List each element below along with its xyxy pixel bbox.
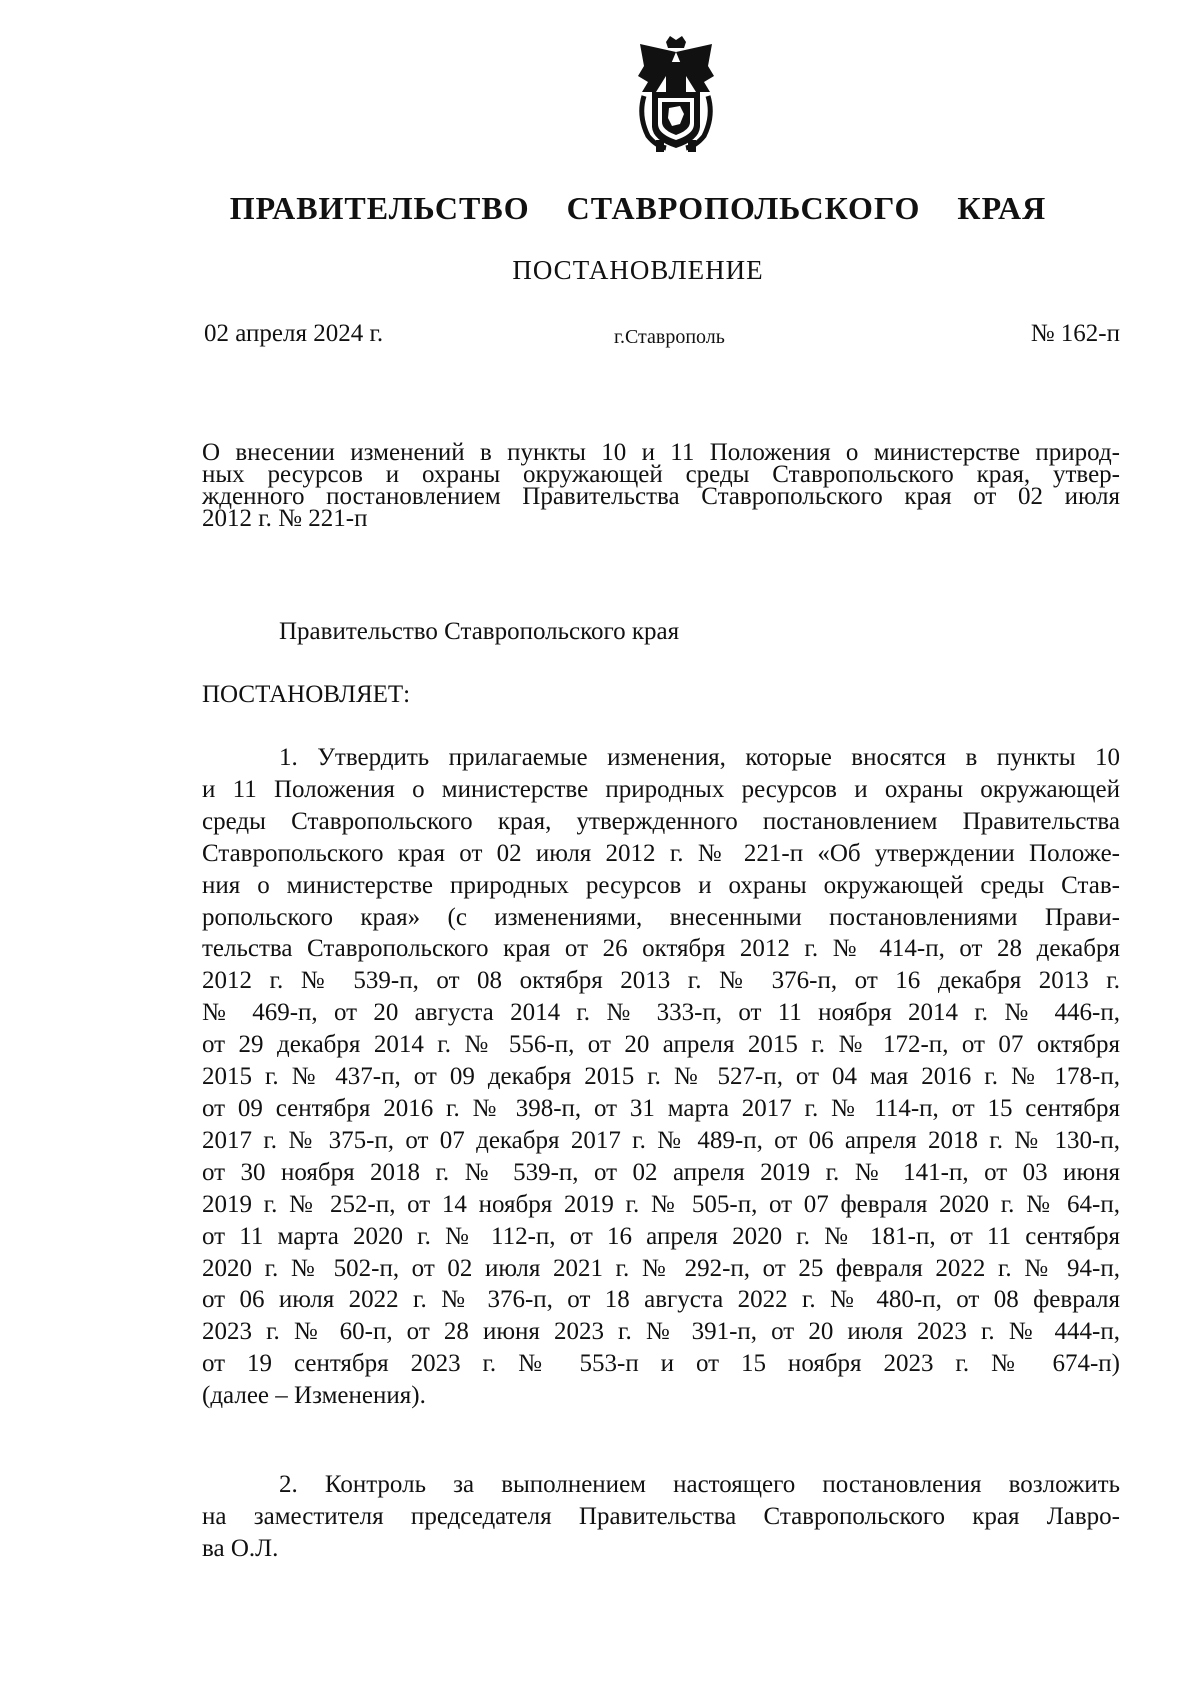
paragraph-line: от 30 ноября 2018 г. № 539-п, от 02 апреля 2019 г. № 141-п, от 03 июня [202,1158,1120,1186]
paragraph-line: тельства Ставропольского края от 26 октября 2012 г. № 414-п, от 28 декабря [202,935,1120,963]
paragraph-line: от 09 сентября 2016 г. № 398-п, от 31 марта 2017 г. № 114-п, от 15 сентября [202,1094,1120,1122]
paragraph-line: среды Ставропольского края, утвержденного постановлением Правительства [202,807,1120,835]
paragraph-line: Ставропольского края от 02 июля 2012 г. № 221-п «Об утверждении Положе- [202,839,1120,867]
document-type: ПОСТАНОВЛЕНИЕ [512,255,764,285]
paragraph-line: от 29 декабря 2014 г. № 556-п, от 20 апреля 2015 г. № 172-п, от 07 октября [202,1031,1120,1059]
document-number: № 162-п [1030,320,1120,347]
paragraph-line: 2. Контроль за выполнением настоящего постановления возложить [279,1471,1120,1498]
document-date: 02 апреля 2024 г. [204,320,384,347]
government-title: ПРАВИТЕЛЬСТВО СТАВРОПОЛЬСКОГО КРАЯ [229,190,1047,226]
paragraph-line: от 06 июля 2022 г. № 376-п, от 18 августа 2022 г. № 480-п, от 08 февраля [202,1286,1120,1314]
document-city: г.Ставрополь [614,326,725,348]
paragraph-1 [202,742,1120,1412]
paragraph-line: 2012 г. № 539-п, от 08 октября 2013 г. № 376-п, от 16 декабря 2013 г. [202,967,1120,995]
subject-line: жденного постановлением Правительства Ставропольского края от 02 июля [202,483,1120,510]
paragraph-line: ва О.Л. [202,1534,279,1562]
paragraph-line: 2020 г. № 502-п, от 02 июля 2021 г. № 292-п, от 25 февраля 2022 г. № 94-п, [202,1254,1120,1282]
coat-of-arms-icon [636,36,716,152]
subject-line: ных ресурсов и охраны окружающей среды Ставропольского края, утвер- [202,461,1120,488]
paragraph-line: на заместителя председателя Правительства Ставропольского края Лавро- [202,1502,1120,1530]
paragraph-line: 2023 г. № 60-п, от 28 июня 2023 г. № 391-п, от 20 июля 2023 г. № 444-п, [202,1318,1120,1346]
subject-line: 2012 г. № 221-п [202,505,368,532]
document-subject [202,439,1120,532]
subject-line: О внесении изменений в пункты 10 и 11 Положения о министерстве природ- [202,439,1120,466]
paragraph-line: 2017 г. № 375-п, от 07 декабря 2017 г. № 489-п, от 06 апреля 2018 г. № 130-п, [202,1126,1120,1154]
paragraph-line: № 469-п, от 20 августа 2014 г. № 333-п, от 11 ноября 2014 г. № 446-п, [202,999,1120,1027]
resolves-heading: ПОСТАНОВЛЯЕТ: [202,681,411,708]
paragraph-line: ния о министерстве природных ресурсов и охраны окружающей среды Став- [202,871,1120,899]
paragraph-line: 2015 г. № 437-п, от 09 декабря 2015 г. № 527-п, от 04 мая 2016 г. № 178-п, [202,1063,1120,1091]
paragraph-line: (далее – Изменения). [202,1382,426,1410]
paragraph-line: от 19 сентября 2023 г. № 553-п и от 15 ноября 2023 г. № 674-п) [202,1350,1120,1378]
paragraph-line: ропольского края» (с изменениями, внесенными постановлениями Прави- [202,903,1120,931]
document-meta-row [204,320,1120,354]
paragraph-line: от 11 марта 2020 г. № 112-п, от 16 апреля 2020 г. № 181-п, от 11 сентября [202,1222,1120,1250]
paragraph-line: 2019 г. № 252-п, от 14 ноября 2019 г. № 505-п, от 07 февраля 2020 г. № 64-п, [202,1190,1120,1218]
paragraph-line: 1. Утвердить прилагаемые изменения, которые вносятся в пункты 10 [279,744,1120,771]
paragraph-2 [202,1469,1120,1565]
paragraph-line: и 11 Положения о министерстве природных ресурсов и охраны окружающей [202,775,1120,803]
preamble: Правительство Ставропольского края [279,618,680,645]
